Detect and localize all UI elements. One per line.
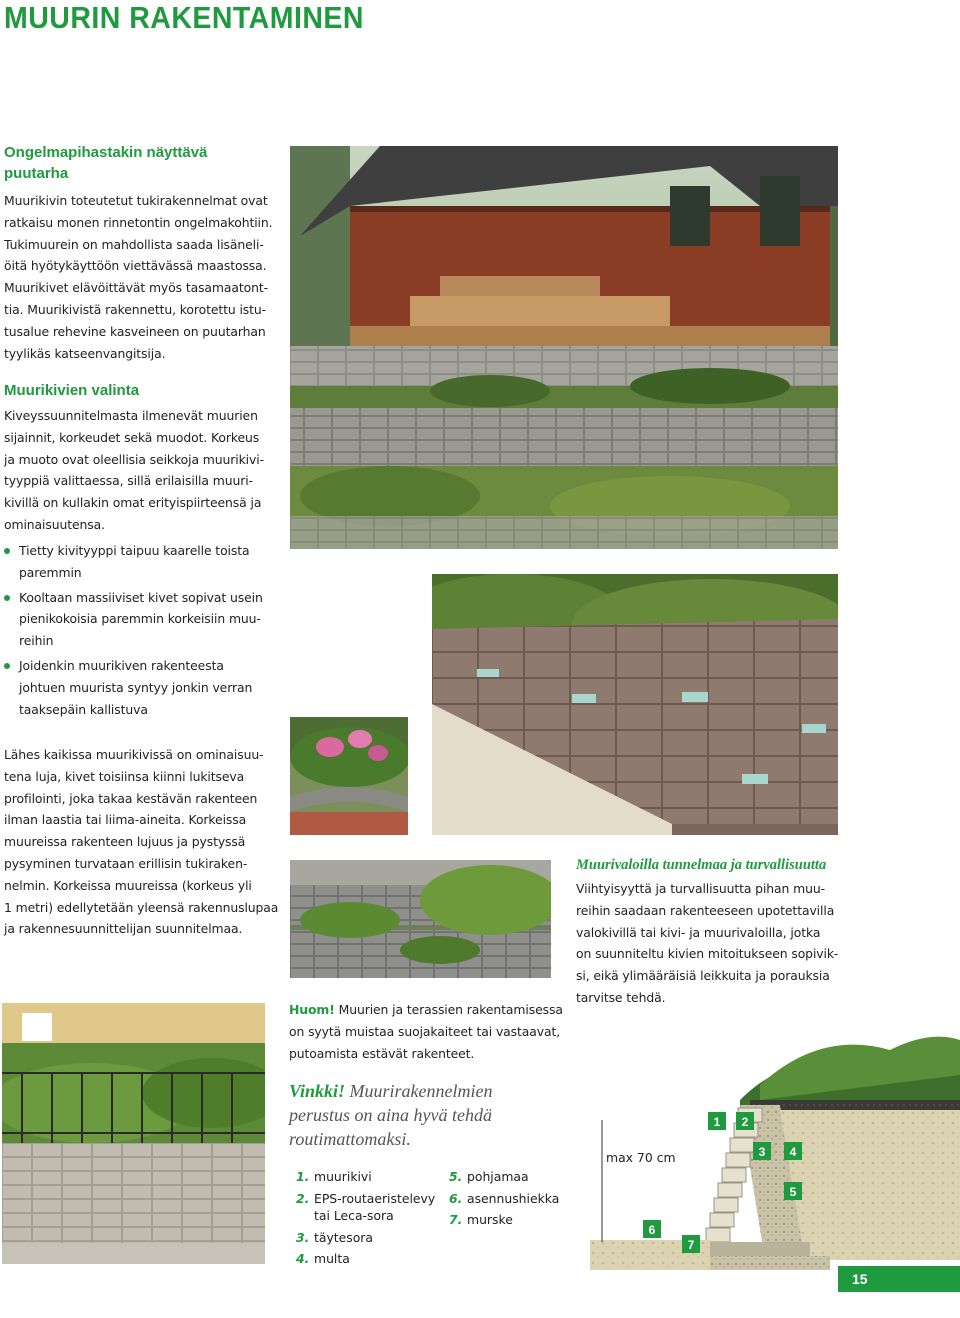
legend-item: 4. multa: [296, 1251, 350, 1266]
photo-garden-wall: [290, 860, 551, 978]
legend-item: 5. pohjamaa: [449, 1169, 529, 1184]
wall-cross-section-diagram: [590, 1030, 960, 1270]
photo-house-terrace-walls: [290, 146, 838, 549]
vinkki-label: Vinkki!: [289, 1081, 346, 1101]
section-text-ongelmapiha: Muurikivin toteutetut tukirakennelmat ovat ratkaisu monen rinnetontin ongelmakohtiin. Tukimuurein on mahdollista saada lisäneli- öitä hyötykäyttöön viettävässä maastossa. Muurikivet elävöittävät myös tasamaatont- tia. Muurikivistä rakennettu, korotettu istu- tusalue rehevine kasveineen on puutarhan tyylikäs katseenvangitsija.: [4, 193, 273, 361]
max-height-label: max 70 cm: [606, 1150, 676, 1165]
lighting-text: Viihtyisyyttä ja turvallisuutta pihan muu- reihin saadaan rakenteeseen upotettavilla valokivillä tai kivi- ja muurivaloilla, jotka on suunniteltu kivien mitoitukseen sopivik- si, eikä ylimääräisiä leikkuita ja porauksia tarvitse tehdä.: [576, 881, 839, 1005]
list-item: Tietty kivityyppi taipuu kaarelle toista paremmin: [4, 540, 284, 584]
legend-item: 7. murske: [449, 1212, 513, 1227]
huom-note: Huom! Muurien ja terassien rakentamisessa on syytä muistaa suojakaiteet tai vastaavat, putoamista estävät rakenteet.: [289, 1002, 563, 1061]
label-7: 7: [687, 1238, 695, 1252]
label-5: 5: [789, 1185, 797, 1199]
section-text-valinta: Kiveyssuunnitelmasta ilmenevät muurien sijainnit, korkeudet sekä muodot. Korkeus ja muoto ovat oleellisia seikkoja muurikivi- tyyppiä valittaessa, sillä erilaisilla muuri- kivillä on kullakin omat erityispiirteensä ja ominaisuutensa.: [4, 408, 264, 532]
legend-item: 1. muurikivi: [296, 1169, 372, 1184]
bullet-list: [4, 540, 284, 723]
label-3: 3: [758, 1145, 766, 1159]
bullet-icon: [4, 595, 10, 601]
legend-left: 1. muurikivi 2. EPS-routaeristelevy tai Leca-sora 3. täytesora 4. multa: [296, 1166, 446, 1270]
huom-label: Huom!: [289, 1002, 335, 1017]
vinkki-tip: Vinkki! Muurirakennelmien perustus on aina hyvä tehdä routimattomaksi.: [289, 1081, 493, 1149]
legend-item: 6. asennushiekka: [449, 1190, 560, 1206]
label-6: 6: [648, 1223, 656, 1237]
section-text-lujuus: Lähes kaikissa muurikivissä on ominaisuu- tena luja, kivet toisiinsa kiinni lukitseva profilointi, joka takaa kestävän rakenteen ilman laastia tai liima-aineita. Korkeissa muureissa rakenteen lujuus ja pystyssä pysyminen turvataan erillisin tukiraken- nelmin. Korkeissa muureissa (korkeus yli 1 metri) edellytetään yleensä rakennuslupaa ja rakennesuunnittelijan suunnitelmaa.: [4, 747, 279, 937]
photo-wall-fence: [2, 1003, 265, 1264]
list-item: Joidenkin muurikiven rakenteesta johtuen muurista syntyy jonkin verran taaksepäin kallistuva: [4, 655, 284, 720]
label-2: 2: [741, 1115, 749, 1129]
lighting-heading: Muurivaloilla tunnelmaa ja turvallisuutta: [576, 857, 827, 873]
section-heading-ongelmapiha: Ongelmapihastakin näyttävä puutarha: [4, 144, 208, 182]
photo-wall-lights: [432, 574, 838, 835]
legend-item: 3. täytesora: [296, 1229, 373, 1245]
page-number-badge: [838, 1266, 960, 1292]
legend-item: 2. EPS-routaeristelevy: [296, 1190, 436, 1206]
page-title: MUURIN RAKENTAMINEN: [4, 0, 364, 35]
label-4: 4: [789, 1145, 797, 1159]
list-item: Kooltaan massiiviset kivet sopivat usein pienikokoisia paremmin korkeisiin muu- reihin: [4, 587, 284, 652]
bullet-icon: [4, 548, 10, 554]
legend-right: [449, 1166, 579, 1231]
section-heading-valinta: Muurikivien valinta: [4, 382, 140, 399]
photo-curved-bed: [290, 717, 408, 835]
label-1: 1: [713, 1115, 721, 1129]
page-number: 15: [852, 1271, 868, 1287]
bullet-icon: [4, 663, 10, 669]
